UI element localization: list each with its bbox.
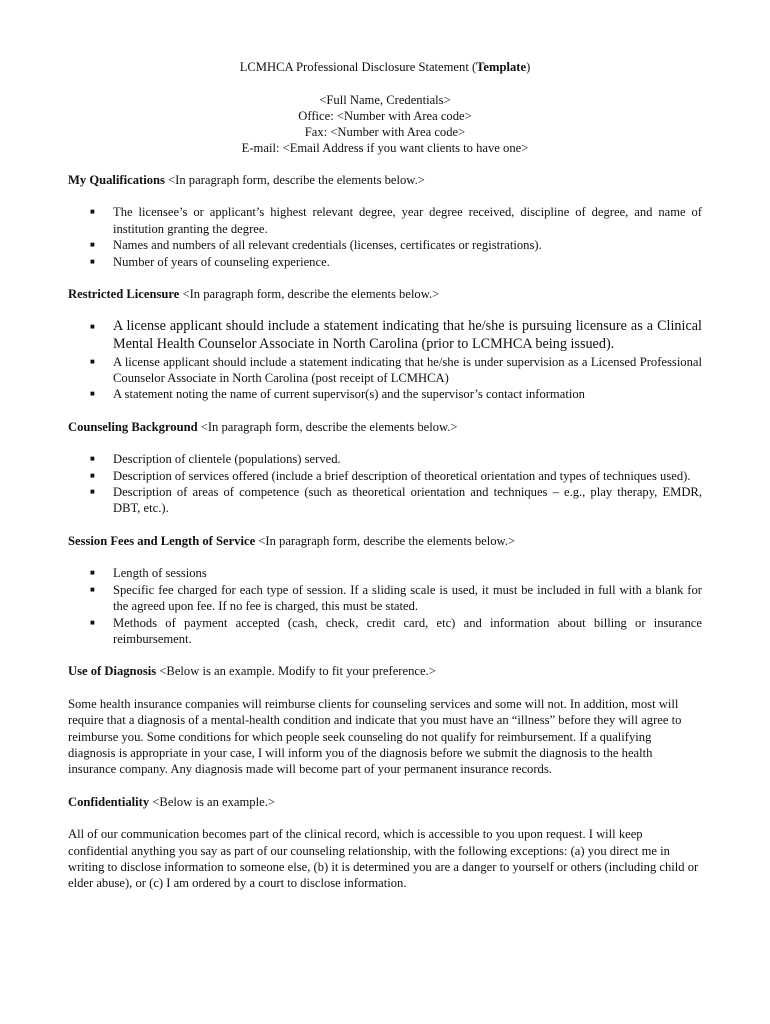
section-background-heading: [68, 419, 702, 435]
document-title: [0, 59, 770, 75]
list-item-text: Length of sessions: [113, 566, 207, 581]
list-item-text: Number of years of counseling experience.: [113, 254, 330, 269]
bullet-square-icon: ■: [90, 584, 95, 594]
section-heading-label: Restricted Licensure: [68, 287, 180, 302]
list-item: [68, 204, 702, 237]
section-diagnosis-heading: [68, 663, 702, 679]
bullet-square-icon: ■: [90, 487, 95, 497]
section-instruction: <Below is an example. Modify to fit your preference.>: [156, 664, 436, 679]
section-heading-label: Counseling Background: [68, 419, 198, 434]
bullet-square-icon: ■: [90, 322, 95, 332]
section-qualifications-heading: [68, 172, 702, 188]
title-prefix: LCMHCA Professional Disclosure Statement (: [239, 60, 477, 74]
bullet-square-icon: ■: [90, 356, 95, 366]
section-heading-label: My Qualifications: [68, 173, 165, 187]
list-item: [68, 386, 702, 402]
bullet-square-icon: ■: [90, 256, 95, 266]
document-header: [0, 59, 770, 156]
list-item: [68, 582, 702, 615]
list-item: [68, 237, 702, 253]
section-instruction: <In paragraph form, describe the elements below.>: [179, 287, 440, 302]
background-list: [68, 451, 702, 517]
section-confidentiality-heading: [68, 794, 702, 810]
list-item-text: Description of areas of competence (such as theoretical orientation and techniques – e.g., play therapy, EMDR, DBT, etc.).: [113, 485, 702, 516]
list-item-text: Names and numbers of all relevant credentials (licenses, certificates or registrations).: [113, 238, 542, 253]
restricted-list: [68, 318, 702, 402]
list-item-text: Methods of payment accepted (cash, check, credit card, etc) and information about billing or insurance reimbursement.: [113, 615, 702, 646]
header-fax: Fax: <Number with Area code>: [304, 125, 466, 139]
bullet-square-icon: ■: [90, 454, 95, 464]
list-item: [68, 354, 702, 387]
list-item-text: A license applicant should include a statement indicating that he/she is pursuing licensure as a Clinical Mental Health Counselor Associate in North Carolina (prior to LCMHCA being issued).: [113, 318, 702, 353]
confidentiality-paragraph: All of our communication becomes part of the clinical record, which is accessible to you upon request. I will keep confidential anything you say as part of our counseling relationship, with the following exceptions: (a) you direct me in writing to disclose information to someone else, (b) it is determined you are a danger to yourself or others (including child or elder abuse), or (c) I am ordered by a court to disclose information.: [68, 827, 699, 891]
list-item: [68, 468, 702, 484]
list-item-text: Description of clientele (populations) served.: [113, 452, 341, 467]
bullet-square-icon: ■: [90, 617, 95, 627]
section-fees-heading: [68, 533, 702, 549]
section-heading-label: Confidentiality: [68, 794, 150, 809]
list-item-text: A statement noting the name of current supervisor(s) and the supervisor’s contact information: [113, 387, 585, 402]
list-item: [68, 615, 702, 648]
fees-list: [68, 565, 702, 647]
section-instruction: <Below is an example.>: [149, 794, 275, 809]
bullet-square-icon: ■: [90, 207, 95, 217]
header-name-credentials: <Full Name, Credentials>: [319, 93, 451, 107]
header-email: E-mail: <Email Address if you want clients to have one>: [241, 141, 529, 155]
section-restricted-heading: [68, 286, 702, 302]
list-item: [68, 318, 702, 353]
section-instruction: <In paragraph form, describe the elements below.>: [164, 173, 425, 187]
bullet-square-icon: ■: [90, 389, 95, 399]
section-instruction: <In paragraph form, describe the elements below.>: [197, 419, 458, 434]
title-suffix: ): [526, 60, 531, 74]
list-item-text: A license applicant should include a statement indicating that he/she is under supervision as a Licensed Professional Counselor Associate in North Carolina (post receipt of LCMHCA): [113, 354, 702, 386]
bullet-square-icon: ■: [90, 568, 95, 578]
list-item-text: The licensee’s or applicant’s highest relevant degree, year degree received, discipline of degree, and name of institution granting the degree.: [113, 205, 702, 236]
section-heading-label: Session Fees and Length of Service: [68, 533, 256, 548]
qualifications-list: [68, 204, 702, 270]
list-item-text: Description of services offered (include a brief description of theoretical orientation and types of techniques used).: [113, 468, 691, 483]
diagnosis-paragraph: Some health insurance companies will reimburse clients for counseling services and some will not. In addition, most will require that a diagnosis of a mental-health condition and indicate that you must have an “illness” before they will agree to reimburse you. Some conditions for which people seek counseling do not qualify for reimbursement. If a qualifying diagnosis is appropriate in your case, I will inform you of the diagnosis before we submit the diagnosis to the health insurance company. Any diagnosis made will become part of your permanent insurance records.: [68, 696, 682, 777]
list-item: [68, 484, 702, 517]
header-office: Office: <Number with Area code>: [298, 109, 472, 123]
bullet-square-icon: ■: [90, 470, 95, 480]
list-item: [68, 451, 702, 467]
document-body: [68, 172, 702, 908]
list-item-text: Specific fee charged for each type of session. If a sliding scale is used, it must be included in full with a blank for the agreed upon fee. If no fee is charged, this must be stated.: [113, 582, 702, 614]
list-item: [68, 254, 702, 270]
title-template-word: Template: [476, 60, 527, 74]
section-instruction: <In paragraph form, describe the elements below.>: [255, 533, 516, 548]
list-item: [68, 565, 702, 581]
bullet-square-icon: ■: [90, 240, 95, 250]
section-heading-label: Use of Diagnosis: [68, 664, 157, 679]
